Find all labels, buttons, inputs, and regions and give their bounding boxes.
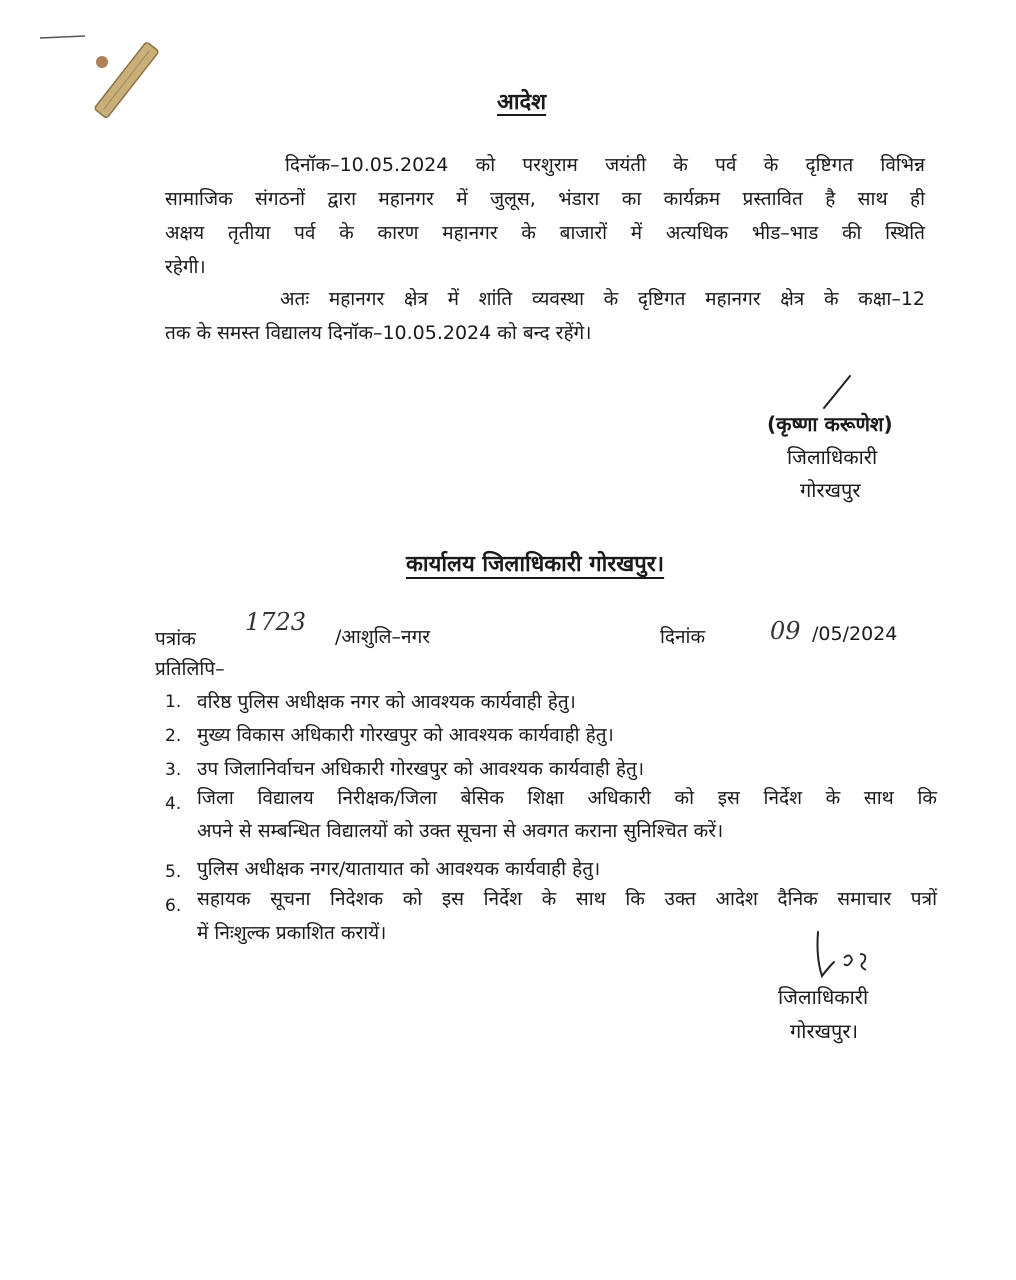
bottom-signatory-place: गोरखपुर।: [790, 1019, 859, 1043]
list-number: 6.: [165, 896, 182, 916]
order-paragraph-1: [165, 148, 925, 284]
list-line: सहायक सूचना निदेशक को इस निर्देश के साथ कि उक्त आदेश दैनिक समाचार पत्रों: [197, 888, 937, 910]
signature-mark: [820, 372, 860, 412]
list-number: 2.: [165, 726, 182, 746]
list-number: 4.: [165, 794, 182, 814]
list-line: अपने से सम्बन्धित विद्यालयों को उक्त सूचना से अवगत कराना सुनिश्चित करें।: [197, 820, 724, 842]
list-item-text: उप जिलानिर्वाचन अधिकारी गोरखपुर को आवश्यक कार्यवाही हेतु।: [197, 758, 645, 780]
list-number: 1.: [165, 692, 182, 712]
paragraph-line: रहेगी।: [165, 256, 206, 278]
signature-mark: [808, 928, 888, 984]
list-line: जिला विद्यालय निरीक्षक/जिला बेसिक शिक्षा अधिकारी को इस निर्देश के साथ कि: [197, 787, 937, 809]
list-item-text: पुलिस अधीक्षक नगर/यातायात को आवश्यक कार्यवाही हेतु।: [197, 858, 601, 880]
list-line: में निःशुल्क प्रकाशित करायें।: [197, 922, 387, 944]
paragraph-line: दिनॉक–10.05.2024 को परशुराम जयंती के पर्व के दृष्टिगत विभिन्न: [285, 154, 925, 176]
order-paragraph-2: [165, 282, 925, 350]
order-title: आदेश: [497, 90, 547, 115]
list-item-text: वरिष्ठ पुलिस अधीक्षक नगर को आवश्यक कार्यवाही हेतु।: [197, 691, 576, 713]
office-title: कार्यालय जिलाधिकारी गोरखपुर।: [406, 552, 665, 577]
signatory-designation: जिलाधिकारी: [787, 445, 878, 469]
staple-mark: [30, 20, 170, 120]
date-label: दिनांक: [660, 626, 706, 648]
paragraph-line: अतः महानगर क्षेत्र में शांति व्यवस्था के दृष्टिगत महानगर क्षेत्र के कक्षा–12: [280, 288, 925, 310]
list-item-text: [197, 782, 937, 848]
paragraph-line: तक के समस्त विद्यालय दिनॉक–10.05.2024 को बन्द रहेंगे।: [165, 322, 592, 344]
signatory-name: (कृष्णा करूणेश): [767, 412, 893, 436]
signatory-place: गोरखपुर: [800, 478, 861, 502]
list-item-text: मुख्य विकास अधिकारी गोरखपुर को आवश्यक कार्यवाही हेतु।: [197, 724, 614, 746]
paragraph-line: अक्षय तृतीया पर्व के कारण महानगर के बाजारों में अत्यधिक भीड–भाड की स्थिति: [165, 222, 925, 244]
patrank-label: पत्रांक: [155, 628, 196, 650]
copy-label: प्रतिलिपि–: [155, 658, 225, 680]
patrank-suffix: /आशुलि–नगर: [335, 626, 431, 648]
patrank-number: 1723: [245, 608, 307, 636]
list-number: 5.: [165, 862, 182, 882]
list-number: 3.: [165, 760, 182, 780]
date-day: 09: [770, 617, 801, 645]
paragraph-line: सामाजिक संगठनों द्वारा महानगर में जुलूस, भंडारा का कार्यक्रम प्रस्तावित है साथ ही: [165, 188, 925, 210]
date-rest: /05/2024: [812, 623, 898, 645]
bottom-signatory-designation: जिलाधिकारी: [778, 985, 869, 1009]
